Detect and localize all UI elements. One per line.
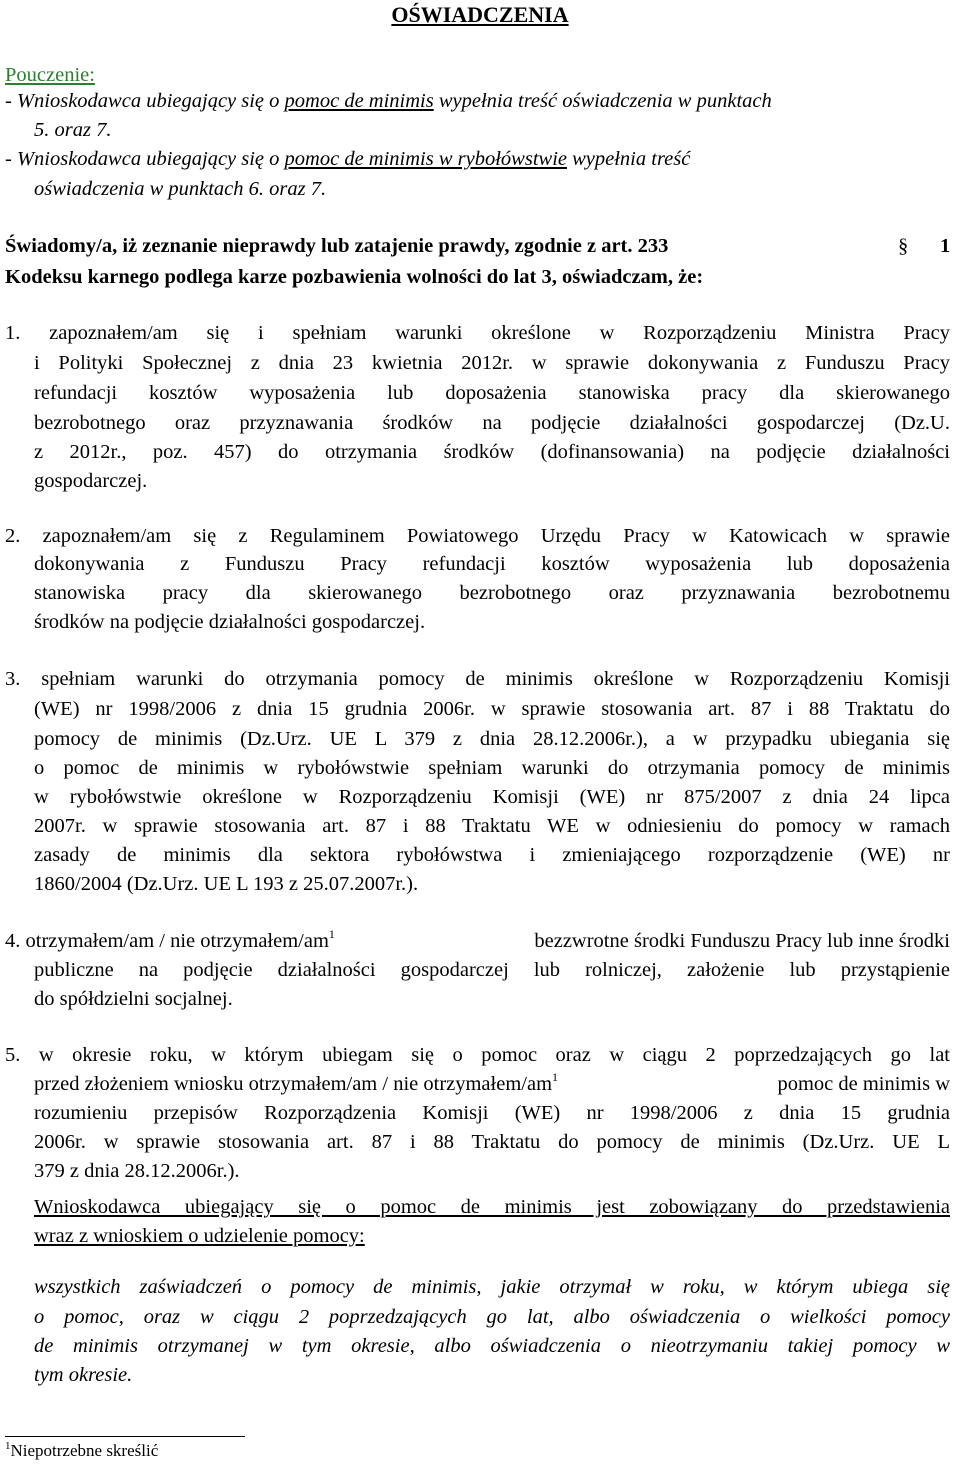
point-3-line: 1860/2004 (Dz.Urz. UE L 193 z 25.07.2007r.). (34, 873, 419, 895)
footnote-divider (5, 1436, 245, 1437)
point-3-line: pomocy de minimis (Dz.Urz. UE L 379 z dnia 28.12.2006r.), a w przypadku ubiegania się (34, 728, 950, 750)
note-line: wszystkich zaświadczeń o pomocy de minimis, jakie otrzymał w roku, w którym ubiega się (34, 1276, 950, 1298)
point-3-line: o pomoc de minimis w rybołówstwie spełniam warunki do otrzymania pomocy de minimis (34, 757, 950, 779)
footnote-mark: 1 (5, 1440, 11, 1452)
point-4-line: do spółdzielni socjalnej. (34, 988, 233, 1010)
point-5-text-a: przed złożeniem wniosku otrzymałem/am / nie otrzymałem/$am^1$ (34, 1070, 559, 1095)
point-1-line: 1. zapoznałem/am się i spełniam warunki określone w Rozporządzeniu Ministra Pracy (5, 322, 950, 344)
footnote-text: Niepotrzebne skreślić (10, 1441, 159, 1460)
note-line: de minimis otrzymanej w tym okresie, albo oświadczenia o nieotrzymaniu takiej pomocy w (34, 1335, 950, 1357)
point-5-line: rozumieniu przepisów Rozporządzenia Komisji (WE) nr 1998/2006 z dnia 15 grudnia (34, 1102, 950, 1124)
point-3-line: 3. spełniam warunki do otrzymania pomocy de minimis określone w Rozporządzeniu Komisji (5, 668, 950, 690)
point-2-line: dokonywania z Funduszu Pracy refundacji kosztów wyposażenia lub doposażenia (34, 553, 950, 575)
point-1-line: gospodarczej. (34, 470, 148, 492)
instruction-item-2-suffix: wypełnia treść (566, 148, 691, 170)
instruction-item-1-prefix: - Wnioskodawca ubiegający się o (5, 90, 285, 112)
point-5-line: 2006r. w sprawie stosowania art. 87 i 88 Traktatu do pomocy de minimis (Dz.Urz. UE L (34, 1131, 950, 1153)
point-1-line: refundacji kosztów wyposażenia lub doposażenia stanowiska pracy dla skierowanego (34, 382, 950, 404)
section-number: 1 (940, 235, 951, 257)
point-5-line: 379 z dnia 28.12.2006r.). (34, 1160, 240, 1182)
note-line: tym okresie. (34, 1364, 133, 1386)
point-3-line: (WE) nr 1998/2006 z dnia 15 grudnia 2006r. w sprawie stosowania art. 87 i 88 Traktatu do (34, 698, 950, 720)
point-3-line: w rybołówstwie określone w Rozporządzeniu Komisji (WE) nr 875/2007 z dnia 24 lipca (34, 786, 950, 808)
footnote-ref: 1 (328, 927, 335, 941)
instruction-item-2 (5, 144, 690, 174)
instruction-item-1-suffix: wypełnia treść oświadczenia w punktach (433, 90, 772, 112)
footnote (5, 1441, 158, 1461)
point-5-line: 5. w okresie roku, w którym ubiegam się o pomoc oraz w ciągu 2 poprzedzających go lat (5, 1044, 950, 1066)
obligation-line: wraz z wnioskiem o udzielenie pomocy: (34, 1225, 365, 1247)
instruction-item-2-link: pomoc de minimis w rybołówstwie (284, 148, 567, 170)
instruction-item-2-prefix: - Wnioskodawca ubiegający się o (5, 148, 285, 170)
point-4-text-a: 4. otrzymałem/am / nie otrzymałem/$am^1$ (5, 927, 335, 952)
point-2-line: środków na podjęcie działalności gospodarczej. (34, 611, 426, 633)
declaration-line-1 (5, 231, 668, 261)
point-2-line: 2. zapoznałem/am się z Regulaminem Powiatowego Urzędu Pracy w Katowicach w sprawie (5, 525, 950, 547)
point-1-line: z 2012r., poz. 457) do otrzymania środków (dofinansowania) na podjęcie działalności (34, 441, 950, 463)
point-4-line: publiczne na podjęcie działalności gospodarczej lub rolniczej, założenie lub przystąpienie (34, 959, 950, 981)
point-4-text-b: bezzwrotne środki Funduszu Pracy lub inne środki (534, 930, 950, 952)
declaration-line-2: Kodeksu karnego podlega karze pozbawienia wolności do lat 3, oświadczam, że: (5, 266, 704, 288)
obligation-line: Wnioskodawca ubiegający się o pomoc de minimis jest zobowiązany do przedstawienia (34, 1196, 950, 1218)
instruction-item-1 (5, 86, 772, 116)
point-3-line: zasady de minimis dla sektora rybołówstwa i zmieniającego rozporządzenie (WE) nr (34, 844, 950, 866)
instruction-item-2-cont: oświadczenia w punktach 6. oraz 7. (34, 178, 327, 200)
point-5-text-b: pomoc de minimis w (777, 1073, 950, 1095)
instruction-heading: Pouczenie: (5, 64, 95, 86)
declaration-text: Świadomy/a, iż zeznanie nieprawdy lub zatajenie prawdy, zgodnie z art. 233 (5, 235, 669, 257)
point-1-line: bezrobotnego oraz przyznawania środków na podjęcie działalności gospodarczej (Dz.U. (34, 412, 950, 434)
instruction-item-1-cont: 5. oraz 7. (34, 119, 112, 141)
point-3-line: 2007r. w sprawie stosowania art. 87 i 88 Traktatu WE w odniesieniu do pomocy w ramach (34, 815, 950, 837)
note-line: o pomoc, oraz w ciągu 2 poprzedzających go lat, albo oświadczenia o wielkości pomocy (34, 1306, 950, 1328)
point-1-line: i Polityki Społecznej z dnia 23 kwietnia 2012r. w sprawie dokonywania z Funduszu Pracy (34, 352, 950, 374)
page-title: OŚWIADCZENIA (391, 2, 569, 27)
point-4-line (5, 926, 950, 956)
point-5-line (34, 1069, 950, 1099)
point-2-line: stanowiska pracy dla skierowanego bezrobotnego oraz przyznawania bezrobotnemu (34, 582, 950, 604)
instruction-item-1-link: pomoc de minimis (284, 90, 434, 112)
section-sign: § (898, 235, 909, 257)
footnote-ref: 1 (552, 1070, 559, 1084)
